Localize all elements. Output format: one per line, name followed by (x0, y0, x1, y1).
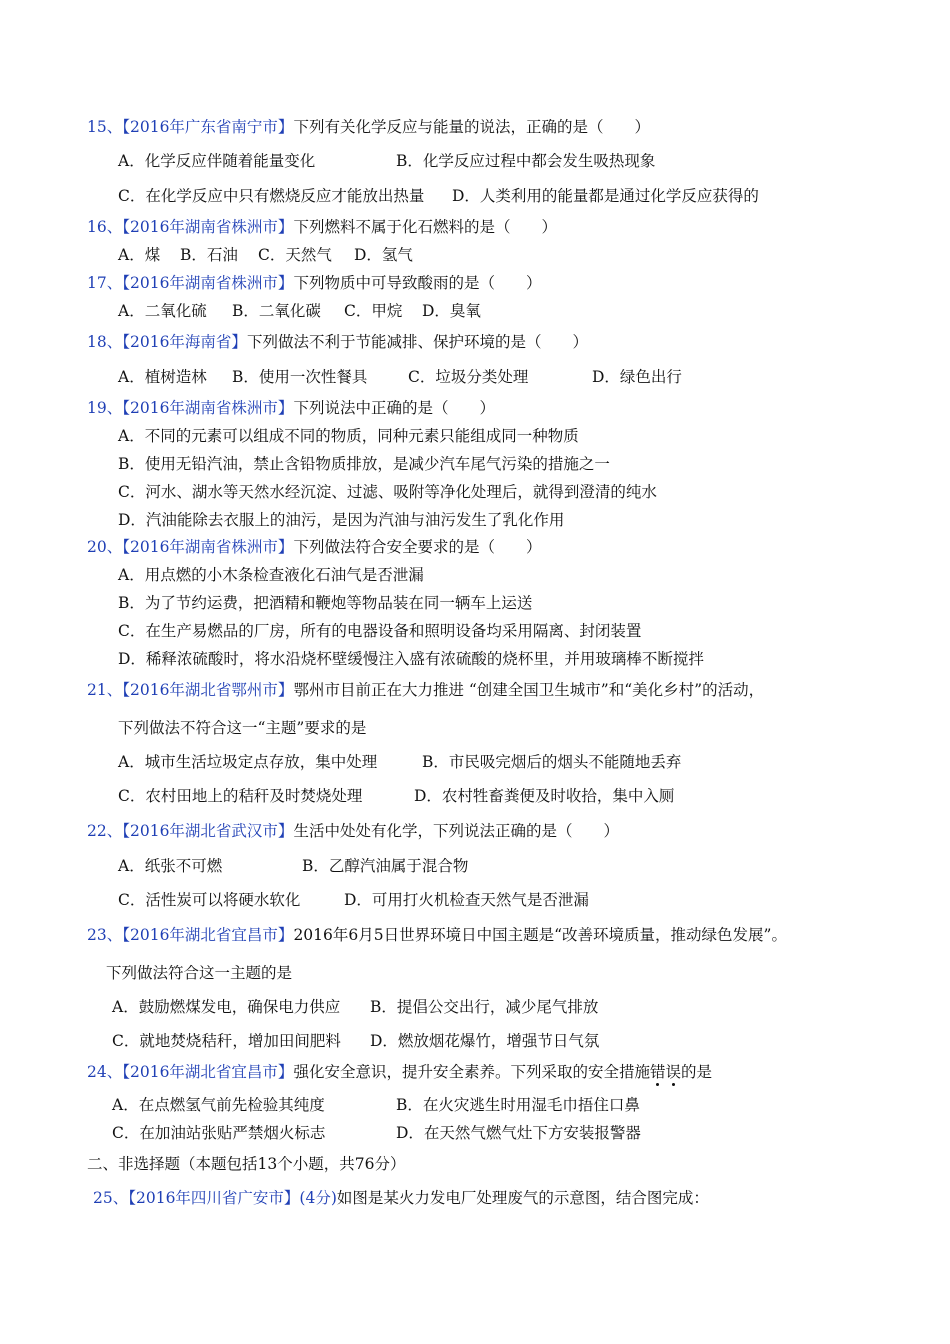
option-d: D．氢气 (354, 246, 413, 264)
emphasis-char: 错 (649, 1063, 666, 1081)
question-20-stem (87, 537, 541, 557)
option-b: B．市民吸完烟后的烟头不能随地丢弃 (422, 753, 682, 771)
option-a: A．不同的元素可以组成不同的物质，同种元素只能组成同一种物质 (118, 427, 579, 445)
question-number: 16、 (87, 218, 123, 236)
question-text: 生活中处处有化学，下列说法正确的是（ ） (293, 822, 619, 840)
question-number: 24、 (87, 1063, 123, 1081)
question-23-options-ab (112, 997, 598, 1017)
question-text: 2016年6月5日世界环境日中国主题是“改善环境质量，推动绿色发展”。 (293, 926, 787, 944)
question-source-tag: 【2016年湖北省鄂州市】 (122, 681, 294, 699)
option-b: B．化学反应过程中都会发生吸热现象 (396, 152, 656, 170)
question-text: 下列燃料不属于化石燃料的是（ ） (293, 218, 557, 236)
question-number: 17、 (87, 274, 123, 292)
question-17-options (118, 301, 481, 321)
question-23-stem (87, 925, 787, 945)
question-23-options-cd (112, 1031, 599, 1051)
option-b: B．乙醇汽油属于混合物 (302, 857, 469, 875)
question-source-tag: 【2016年湖北省武汉市】 (122, 822, 294, 840)
question-19-stem (87, 398, 495, 418)
question-source-tag: 【2016年四川省广安市】(4分) (128, 1189, 337, 1207)
question-number: 15、 (87, 118, 123, 136)
question-15-options-cd (118, 186, 759, 206)
question-18-stem (87, 332, 588, 352)
option-d: D．人类利用的能量都是通过化学反应获得的 (452, 187, 759, 205)
option-c: C．在生产易燃品的厂房，所有的电器设备和照明设备均采用隔离、封闭装置 (118, 622, 642, 640)
question-24-options-ab (112, 1095, 640, 1115)
question-text: 下列做法符合安全要求的是（ ） (293, 538, 542, 556)
question-number: 21、 (87, 681, 123, 699)
question-source-tag: 【2016年湖南省株洲市】 (122, 218, 294, 236)
option-d: D．绿色出行 (592, 368, 682, 386)
section-heading: 二、非选择题（本题包括13个小题，共76分） (87, 1155, 406, 1173)
question-16-options (118, 245, 413, 265)
option-c: C．活性炭可以将硬水软化 (118, 891, 301, 909)
option-c: C．甲烷 (344, 302, 403, 320)
option-d: D．汽油能除去衣服上的油污，是因为汽油与油污发生了乳化作用 (118, 511, 565, 529)
option-a: A．在点燃氢气前先检验其纯度 (112, 1096, 325, 1114)
option-a: A．纸张不可燃 (118, 857, 223, 875)
option-d: D．燃放烟花爆竹，增强节日气氛 (370, 1032, 600, 1050)
question-21-stem (87, 680, 764, 700)
question-22-options-ab (118, 856, 468, 876)
question-number: 19、 (87, 399, 123, 417)
question-number: 25、 (93, 1189, 129, 1207)
option-b: B．使用无铅汽油，禁止含铅物质排放，是减少汽车尾气污染的措施之一 (118, 455, 610, 473)
option-d: D．农村牲畜粪便及时收拾，集中入厕 (414, 787, 675, 805)
option-a: A．煤 (118, 246, 161, 264)
question-number: 23、 (87, 926, 123, 944)
question-source-tag: 【2016年湖北省宜昌市】 (122, 926, 294, 944)
question-source-tag: 【2016年海南省】 (122, 333, 247, 351)
question-21-options-cd (118, 786, 674, 806)
question-16-stem (87, 217, 557, 237)
option-b: B．使用一次性餐具 (232, 368, 368, 386)
question-24-stem (87, 1062, 712, 1082)
question-21-stem-continued: 下列做法不符合这一“主题”要求的是 (118, 719, 367, 737)
option-b: B．为了节约运费，把酒精和鞭炮等物品装在同一辆车上运送 (118, 594, 533, 612)
question-23-stem-continued: 下列做法符合这一主题的是 (106, 964, 293, 982)
question-source-tag: 【2016年湖南省株洲市】 (122, 399, 294, 417)
option-b: B．石油 (180, 246, 238, 264)
emphasis-char: 误 (665, 1063, 681, 1081)
option-c: C．天然气 (258, 246, 332, 264)
question-22-options-cd (118, 890, 589, 910)
question-15-stem (87, 117, 650, 137)
question-text: 下列有关化学反应与能量的说法，正确的是（ ） (293, 118, 650, 136)
question-text: 下列物质中可导致酸雨的是（ ） (293, 274, 542, 292)
option-b: B．二氧化碳 (232, 302, 321, 320)
option-d: D．臭氧 (422, 302, 481, 320)
question-text: 下列做法不利于节能减排、保护环境的是（ ） (246, 333, 588, 351)
option-c: C．就地焚烧秸秆，增加田间肥料 (112, 1032, 341, 1050)
question-18-options (118, 367, 682, 387)
option-d: D．在天然气燃气灶下方安装报警器 (396, 1124, 641, 1142)
question-text: 强化安全意识，提升安全素养。下列采取的安全措施 (293, 1063, 650, 1081)
option-d: D．可用打火机检查天然气是否泄漏 (344, 891, 589, 909)
option-a: A．用点燃的小木条检查液化石油气是否泄漏 (118, 566, 424, 584)
question-text: 鄂州市目前正在大力推进 “创建全国卫生城市”和“美化乡村”的活动， (293, 681, 765, 699)
question-17-stem (87, 273, 541, 293)
question-source-tag: 【2016年湖北省宜昌市】 (122, 1063, 294, 1081)
option-d: D．稀释浓硫酸时，将水沿烧杯壁缓慢注入盛有浓硫酸的烧杯里，并用玻璃棒不断搅拌 (118, 650, 704, 668)
option-a: A．鼓励燃煤发电，确保电力供应 (112, 998, 341, 1016)
option-c: C．垃圾分类处理 (408, 368, 529, 386)
question-text: 如图是某火力发电厂处理废气的示意图，结合图完成： (336, 1189, 709, 1207)
option-b: B．在火灾逃生时用湿毛巾捂住口鼻 (396, 1096, 640, 1114)
option-c: C．在加油站张贴严禁烟火标志 (112, 1124, 326, 1142)
question-21-options-ab (118, 752, 681, 772)
question-source-tag: 【2016年广东省南宁市】 (122, 118, 294, 136)
option-a: A．植树造林 (118, 368, 207, 386)
option-a: A．城市生活垃圾定点存放，集中处理 (118, 753, 378, 771)
question-number: 20、 (87, 538, 123, 556)
question-text-end: 的是 (680, 1063, 712, 1081)
option-c: C．农村田地上的秸秆及时焚烧处理 (118, 787, 363, 805)
question-source-tag: 【2016年湖南省株洲市】 (122, 274, 294, 292)
question-22-stem (87, 821, 619, 841)
option-b: B．提倡公交出行，减少尾气排放 (370, 998, 599, 1016)
question-text: 下列说法中正确的是（ ） (293, 399, 495, 417)
question-15-options-ab (118, 151, 655, 171)
option-c: C．河水、湖水等天然水经沉淀、过滤、吸附等净化处理后，就得到澄清的纯水 (118, 483, 657, 501)
question-24-options-cd (112, 1123, 641, 1143)
question-number: 18、 (87, 333, 123, 351)
option-c: C．在化学反应中只有燃烧反应才能放出热量 (118, 187, 425, 205)
option-a: A．化学反应伴随着能量变化 (118, 152, 316, 170)
option-a: A．二氧化硫 (118, 302, 207, 320)
question-25-stem (93, 1188, 709, 1208)
question-number: 22、 (87, 822, 123, 840)
question-source-tag: 【2016年湖南省株洲市】 (122, 538, 294, 556)
